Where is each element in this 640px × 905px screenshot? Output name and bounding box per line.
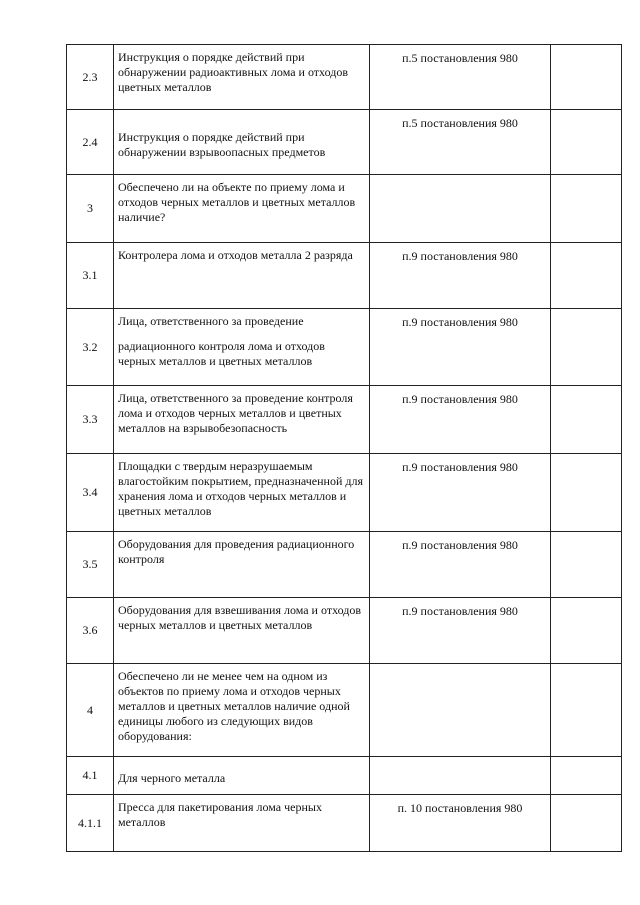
row-reference (370, 175, 551, 243)
row-mark-cell (551, 45, 622, 110)
row-mark-cell (551, 757, 622, 795)
row-description: Инструкция о порядке действий при обнаружении взрывоопасных предметов (114, 110, 370, 175)
row-description: Оборудования для взвешивания лома и отходов черных металлов и цветных металлов (114, 598, 370, 664)
row-number: 3.3 (67, 386, 114, 454)
row-reference: п.9 постановления 980 (370, 454, 551, 532)
row-mark-cell (551, 110, 622, 175)
row-mark-cell (551, 664, 622, 757)
requirements-table (66, 44, 622, 852)
row-reference (370, 757, 551, 795)
table-row (67, 243, 622, 309)
row-reference: п.9 постановления 980 (370, 309, 551, 386)
row-reference: п.9 постановления 980 (370, 243, 551, 309)
row-description: Контролера лома и отходов металла 2 разряда (114, 243, 370, 309)
row-mark-cell (551, 386, 622, 454)
row-mark-cell (551, 175, 622, 243)
row-number: 3.4 (67, 454, 114, 532)
row-mark-cell (551, 243, 622, 309)
row-description-line1: Лица, ответственного за проведение (118, 314, 304, 328)
row-description: Для черного металла (114, 757, 370, 795)
row-description: Инструкция о порядке действий при обнаружении радиоактивных лома и отходов цветных металлов (114, 45, 370, 110)
row-number: 3.2 (67, 309, 114, 386)
row-description: Площадки с твердым неразрушаемым влагостойким покрытием, предназначенной для хранения лома и отходов черных металлов и цветных металлов (114, 454, 370, 532)
row-number: 3.1 (67, 243, 114, 309)
table-row (67, 386, 622, 454)
table-row (67, 175, 622, 243)
row-description: Оборудования для проведения радиационного контроля (114, 532, 370, 598)
row-description: Пресса для пакетирования лома черных металлов (114, 795, 370, 852)
table-row (67, 454, 622, 532)
row-number: 3 (67, 175, 114, 243)
row-reference: п.9 постановления 980 (370, 598, 551, 664)
row-number: 4.1 (67, 757, 114, 795)
table-row (67, 309, 622, 386)
row-mark-cell (551, 454, 622, 532)
row-description: Лица, ответственного за проведение контроля лома и отходов черных металлов и цветных металлов на взрывобезопасность (114, 386, 370, 454)
row-description: Обеспечено ли на объекте по приему лома и отходов черных металлов и цветных металлов наличие? (114, 175, 370, 243)
row-number: 4.1.1 (67, 795, 114, 852)
row-mark-cell (551, 309, 622, 386)
row-mark-cell (551, 532, 622, 598)
table-row (67, 757, 622, 795)
row-reference: п.5 постановления 980 (370, 45, 551, 110)
table-row (67, 598, 622, 664)
row-number: 2.3 (67, 45, 114, 110)
table-row (67, 45, 622, 110)
table-row (67, 110, 622, 175)
row-description (114, 309, 370, 386)
row-reference: п.9 постановления 980 (370, 386, 551, 454)
row-reference: п.5 постановления 980 (370, 110, 551, 175)
table-row (67, 664, 622, 757)
row-reference: п. 10 постановления 980 (370, 795, 551, 852)
row-number: 3.6 (67, 598, 114, 664)
row-mark-cell (551, 598, 622, 664)
row-description: Обеспечено ли не менее чем на одном из объектов по приему лома и отходов черных металлов и цветных металлов наличие одной единицы любого из следующих видов оборудования: (114, 664, 370, 757)
row-number: 3.5 (67, 532, 114, 598)
row-number: 2.4 (67, 110, 114, 175)
row-reference (370, 664, 551, 757)
row-description-line2: радиационного контроля лома и отходов черных металлов и цветных металлов (118, 339, 325, 368)
row-reference: п.9 постановления 980 (370, 532, 551, 598)
table-row (67, 532, 622, 598)
table-row (67, 795, 622, 852)
row-mark-cell (551, 795, 622, 852)
row-number: 4 (67, 664, 114, 757)
